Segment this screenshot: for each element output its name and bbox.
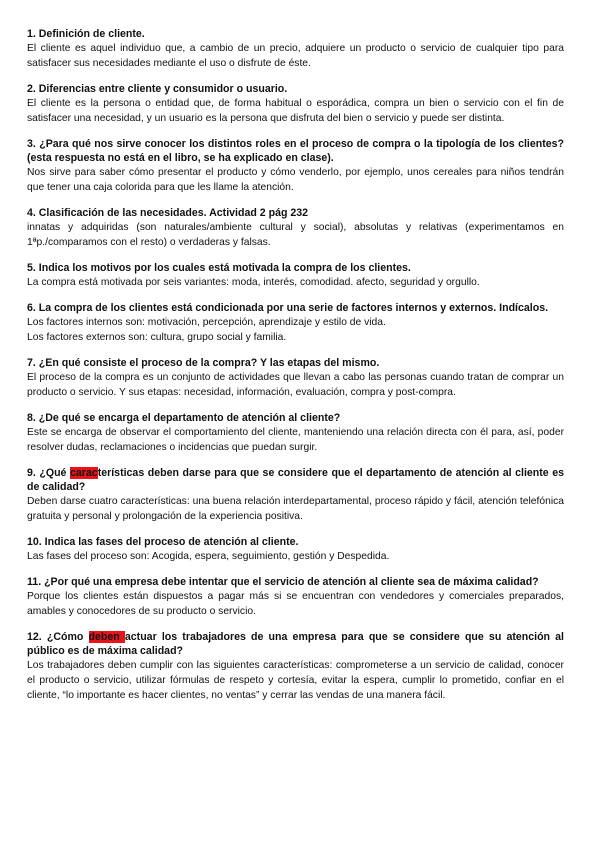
answer-2: El cliente es la persona o entidad que, de forma habitual o esporádica, compra un bien o servicio con el fin de satisfacer una necesidad, y un usuario es la persona que disfruta del bien o servicio y puede ser distinta. <box>27 98 564 124</box>
question-12-part-3: actuar los trabajadores de una empresa para que se considere que su atención al público es de máxima calidad? <box>27 631 564 657</box>
answer-5: La compra está motivada por seis variantes: moda, interés, comodidad. afecto, seguridad y orgullo. <box>27 277 480 288</box>
document-page <box>27 27 564 714</box>
highlight-mark: deben <box>88 631 125 643</box>
answer-11: Porque los clientes están dispuestos a pagar más si se encuentran con vendedores y comerciales preparados, amables y conocedores de su producto o servicio. <box>27 591 564 617</box>
answer-9: Deben darse cuatro características: una buena relación interdepartamental, proceso rápido y fácil, atención telefónica gratuita y personal y prolongación de la experiencia positiva. <box>27 496 564 522</box>
qa-7 <box>27 356 564 400</box>
qa-1 <box>27 27 564 71</box>
question-8: 8. ¿De qué se encarga el departamento de atención al cliente? <box>27 412 341 424</box>
question-12 <box>27 630 564 658</box>
qa-10 <box>27 535 564 564</box>
qa-6 <box>27 301 564 345</box>
answer-1: El cliente es aquel individuo que, a cambio de un precio, adquiere un producto o servicio de cualquier tipo para satisfacer sus necesidades mediante el uso o disfrute de éste. <box>27 43 564 69</box>
question-6: 6. La compra de los clientes está condicionada por una serie de factores internos y externos. Indícalos. <box>27 302 549 314</box>
qa-11 <box>27 575 564 619</box>
question-7: 7. ¿En qué consiste el proceso de la compra? Y las etapas del mismo. <box>27 357 380 369</box>
question-1: 1. Definición de cliente. <box>27 28 145 40</box>
qa-2 <box>27 82 564 126</box>
qa-9 <box>27 466 564 524</box>
qa-8 <box>27 411 564 455</box>
question-3: 3. ¿Para qué nos sirve conocer los distintos roles en el proceso de compra o la tipología de los clientes? (esta respuesta no está en el libro, se ha explicado en clase). <box>27 138 564 164</box>
question-9-part-1: 9. ¿Qué <box>27 467 70 479</box>
qa-4 <box>27 206 564 250</box>
qa-3 <box>27 137 564 195</box>
answer-7: El proceso de la compra es un conjunto de actividades que llevan a cabo las personas cuando tratan de comprar un producto o servicio. Y sus etapas: necesidad, información, evaluación, compra y post-compra. <box>27 372 564 398</box>
answer-10: Las fases del proceso son: Acogida, espera, seguimiento, gestión y Despedida. <box>27 551 390 562</box>
qa-12 <box>27 630 564 703</box>
answer-12: Los trabajadores deben cumplir con las siguientes características: comprometerse a un servicio de calidad, conocer el producto o servicio, utilizar fórmulas de respeto y cortesía, evitar la espera, cumplir lo prometido, confiar en el cliente, “lo importante es hacer clientes, no ventas” y cerrar las vendas de una manera fácil. <box>27 660 564 701</box>
qa-5 <box>27 261 564 290</box>
answer-4: innatas y adquiridas (son naturales/ambiente cultural y social), absolutas y relativas (experimentamos en 1ªp./comparamos con el resto) o verdaderas y falsas. <box>27 222 564 248</box>
question-12-part-1: 12. ¿Cómo <box>27 631 89 643</box>
question-10: 10. Indica las fases del proceso de atención al cliente. <box>27 536 299 548</box>
highlight-mark: carac <box>69 467 98 479</box>
question-4: 4. Clasificación de las necesidades. Actividad 2 pág 232 <box>27 207 309 219</box>
answer-3: Nos sirve para saber cómo presentar el producto y cómo venderlo, por ejemplo, unos cereales para niños tendrán que tener una caja colorida para que les llame la atención. <box>27 167 564 193</box>
question-9 <box>27 466 564 494</box>
answer-6a: Los factores internos son: motivación, percepción, aprendizaje y estilo de vida. <box>27 317 386 328</box>
question-5: 5. Indica los motivos por los cuales está motivada la compra de los clientes. <box>27 262 411 274</box>
question-11: 11. ¿Por qué una empresa debe intentar que el servicio de atención al cliente sea de máxima calidad? <box>27 576 539 588</box>
answer-6b: Los factores externos son: cultura, grupo social y familia. <box>27 332 287 343</box>
answer-8: Este se encarga de observar el comportamiento del cliente, manteniendo una relación directa con él para, así, poder resolver dudas, reclamaciones o incidencias que puedan surgir. <box>27 427 564 453</box>
question-2: 2. Diferencias entre cliente y consumidor o usuario. <box>27 83 288 95</box>
question-9-part-3: terísticas deben darse para que se considere que el departamento de atención al cliente es de calidad? <box>27 467 565 493</box>
